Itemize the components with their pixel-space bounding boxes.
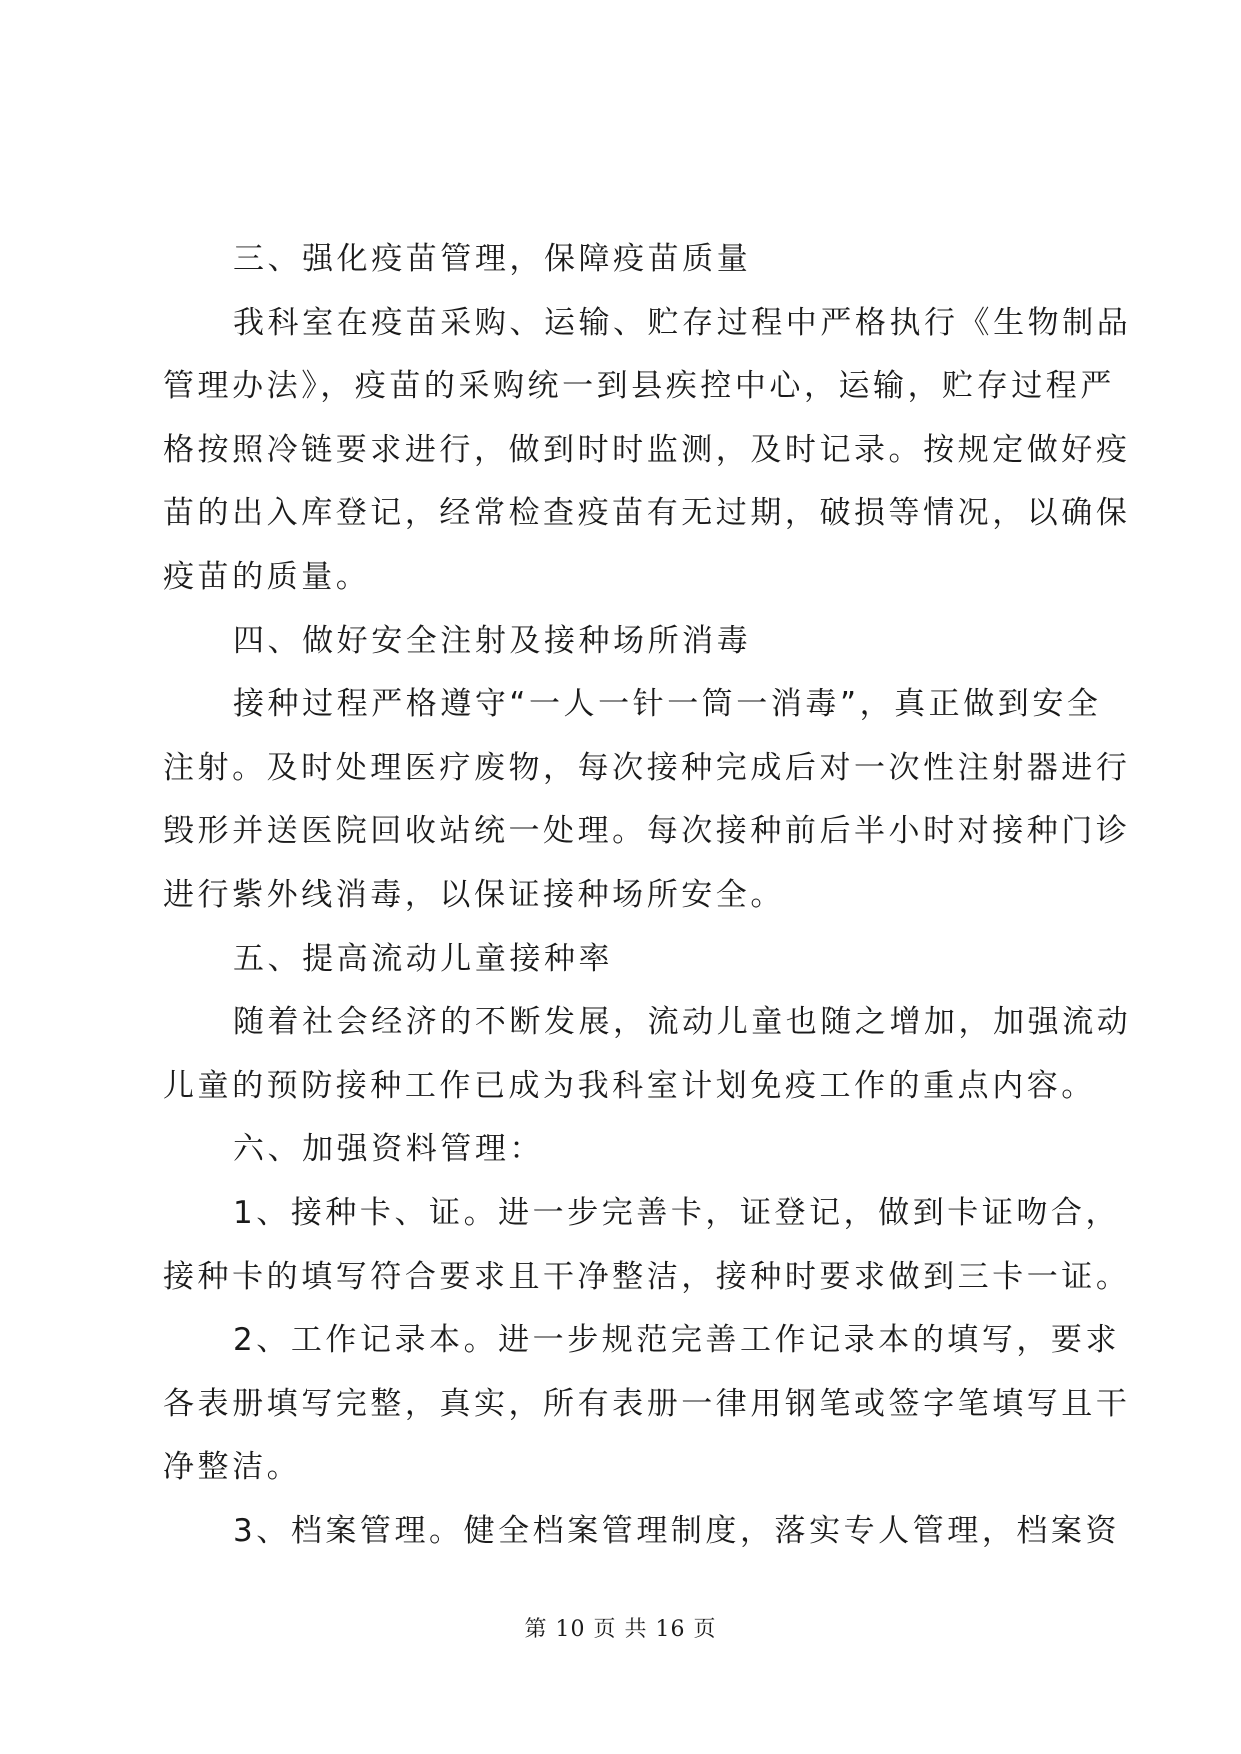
- heading-section-3: 三、强化疫苗管理，保障疫苗质量: [233, 241, 752, 277]
- paragraph-line: 注射。及时处理医疗废物，每次接种完成后对一次性注射器进行: [163, 749, 1131, 786]
- paragraph-line: 各表册填写完整，真实，所有表册一律用钢笔或签字笔填写且干: [163, 1385, 1131, 1422]
- heading-section-6: 六、加强资料管理：: [233, 1131, 544, 1168]
- heading-section-4: 四、做好安全注射及接种场所消毒: [233, 622, 752, 659]
- paragraph-line: 2、工作记录本。进一步规范完善工作记录本的填写，要求: [233, 1322, 1121, 1359]
- paragraph-line: 接种过程严格遵守“一人一针一筒一消毒”，真正做到安全: [233, 686, 1102, 723]
- paragraph-line: 净整洁。: [163, 1449, 302, 1486]
- paragraph-line: 随着社会经济的不断发展，流动儿童也随之增加，加强流动: [233, 1004, 1132, 1041]
- paragraph-line: 儿童的预防接种工作已成为我科室计划免疫工作的重点内容。: [163, 1067, 1096, 1104]
- document-body: [163, 228, 1132, 1563]
- paragraph-line: 格按照冷链要求进行，做到时时监测，及时记录。按规定做好疫: [163, 431, 1131, 468]
- paragraph-line: 接种卡的填写符合要求且干净整洁，接种时要求做到三卡一证。: [163, 1258, 1131, 1295]
- paragraph-line: 进行紫外线消毒，以保证接种场所安全。: [163, 876, 785, 913]
- paragraph-line: 1、接种卡、证。进一步完善卡，证登记，做到卡证吻合，: [233, 1194, 1121, 1231]
- page-number-footer: 第 10 页 共 16 页: [524, 1617, 717, 1642]
- heading-section-5: 五、提高流动儿童接种率: [233, 940, 614, 977]
- paragraph-line: 我科室在疫苗采购、运输、贮存过程中严格执行《生物制品: [233, 304, 1132, 341]
- paragraph-line: 管理办法》，疫苗的采购统一到县疾控中心，运输，贮存过程严: [163, 368, 1115, 405]
- paragraph-line: 3、档案管理。健全档案管理制度，落实专人管理，档案资: [233, 1512, 1121, 1549]
- paragraph-line: 疫苗的质量。: [163, 558, 371, 595]
- paragraph-line: 毁形并送医院回收站统一处理。每次接种前后半小时对接种门诊: [163, 813, 1131, 850]
- paragraph-line: 苗的出入库登记，经常检查疫苗有无过期，破损等情况，以确保: [163, 495, 1131, 532]
